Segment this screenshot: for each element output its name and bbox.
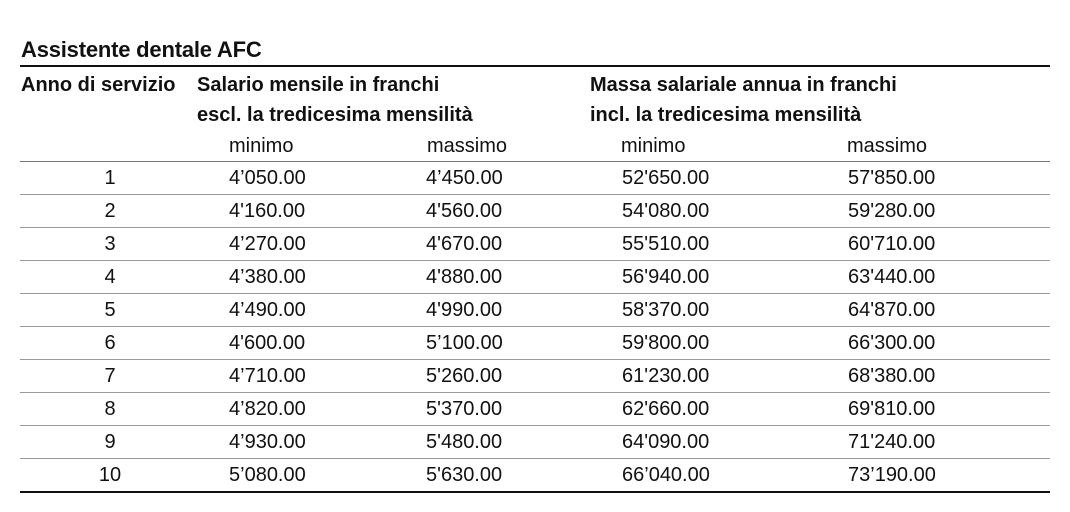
table-row (20, 327, 1050, 360)
cell-annual-min: 58'370.00 (622, 299, 710, 321)
table-row (20, 360, 1050, 393)
cell-annual-min: 52'650.00 (622, 167, 710, 189)
cell-monthly-max: 5'480.00 (426, 431, 503, 453)
header-annual-line1: Massa salariale annua in franchi (590, 74, 897, 96)
cell-monthly-min: 4’050.00 (229, 167, 306, 189)
cell-year: 6 (104, 332, 116, 354)
subheader-monthly-min: minimo (229, 135, 294, 157)
cell-annual-max: 59'280.00 (848, 200, 936, 222)
table-row (20, 393, 1050, 426)
cell-monthly-min: 4’820.00 (229, 398, 306, 420)
cell-year: 1 (104, 167, 116, 189)
cell-monthly-min: 4’490.00 (229, 299, 306, 321)
header-monthly-line2: escl. la tredicesima mensilità (197, 104, 473, 126)
cell-monthly-max: 5'370.00 (426, 398, 503, 420)
cell-monthly-min: 4'160.00 (229, 200, 306, 222)
cell-monthly-max: 4'990.00 (426, 299, 503, 321)
cell-year: 8 (104, 398, 116, 420)
cell-annual-min: 62'660.00 (622, 398, 710, 420)
cell-annual-min: 59'800.00 (622, 332, 710, 354)
table-row (20, 261, 1050, 294)
cell-monthly-min: 5’080.00 (229, 464, 306, 486)
subheader-annual-min: minimo (621, 135, 686, 157)
subheader-monthly-max: massimo (427, 135, 508, 157)
cell-monthly-max: 5'630.00 (426, 464, 503, 486)
cell-year: 9 (104, 431, 116, 453)
table-row (20, 195, 1050, 228)
table-row (20, 459, 1050, 493)
cell-annual-min: 61'230.00 (622, 365, 710, 387)
table-title: Assistente dentale AFC (21, 37, 262, 62)
table-row (20, 228, 1050, 261)
cell-annual-max: 64'870.00 (848, 299, 936, 321)
cell-annual-max: 68'380.00 (848, 365, 936, 387)
cell-annual-max: 57'850.00 (848, 167, 936, 189)
cell-annual-min: 55'510.00 (622, 233, 710, 255)
cell-monthly-max: 4'560.00 (426, 200, 503, 222)
table-row (20, 294, 1050, 327)
top-rule (20, 65, 1050, 67)
cell-year: 7 (104, 365, 116, 387)
cell-annual-max: 66'300.00 (848, 332, 936, 354)
cell-annual-min: 54'080.00 (622, 200, 710, 222)
cell-year: 5 (104, 299, 116, 321)
cell-year: 4 (104, 266, 116, 288)
cell-monthly-min: 4’380.00 (229, 266, 306, 288)
cell-annual-max: 60'710.00 (848, 233, 936, 255)
cell-annual-max: 71'240.00 (848, 431, 936, 453)
cell-monthly-max: 4'670.00 (426, 233, 503, 255)
cell-year: 3 (104, 233, 116, 255)
cell-annual-max: 73’190.00 (848, 464, 936, 486)
cell-monthly-min: 4’710.00 (229, 365, 306, 387)
subheader-annual-max: massimo (847, 135, 928, 157)
cell-monthly-max: 5’100.00 (426, 332, 503, 354)
cell-monthly-min: 4’930.00 (229, 431, 306, 453)
cell-year: 10 (98, 464, 122, 486)
cell-annual-min: 56'940.00 (622, 266, 710, 288)
cell-annual-max: 69'810.00 (848, 398, 936, 420)
cell-monthly-max: 4'880.00 (426, 266, 503, 288)
header-year: Anno di servizio (21, 74, 176, 96)
cell-monthly-max: 4’450.00 (426, 167, 503, 189)
cell-annual-min: 66’040.00 (622, 464, 710, 486)
cell-annual-max: 63'440.00 (848, 266, 936, 288)
cell-monthly-min: 4'600.00 (229, 332, 306, 354)
header-annual-line2: incl. la tredicesima mensilità (590, 104, 862, 126)
header-monthly-line1: Salario mensile in franchi (197, 74, 440, 96)
cell-monthly-max: 5'260.00 (426, 365, 503, 387)
cell-annual-min: 64'090.00 (622, 431, 710, 453)
cell-year: 2 (104, 200, 116, 222)
table-row (20, 426, 1050, 459)
table-row (20, 162, 1050, 195)
table-body (20, 162, 1050, 493)
cell-monthly-min: 4’270.00 (229, 233, 306, 255)
